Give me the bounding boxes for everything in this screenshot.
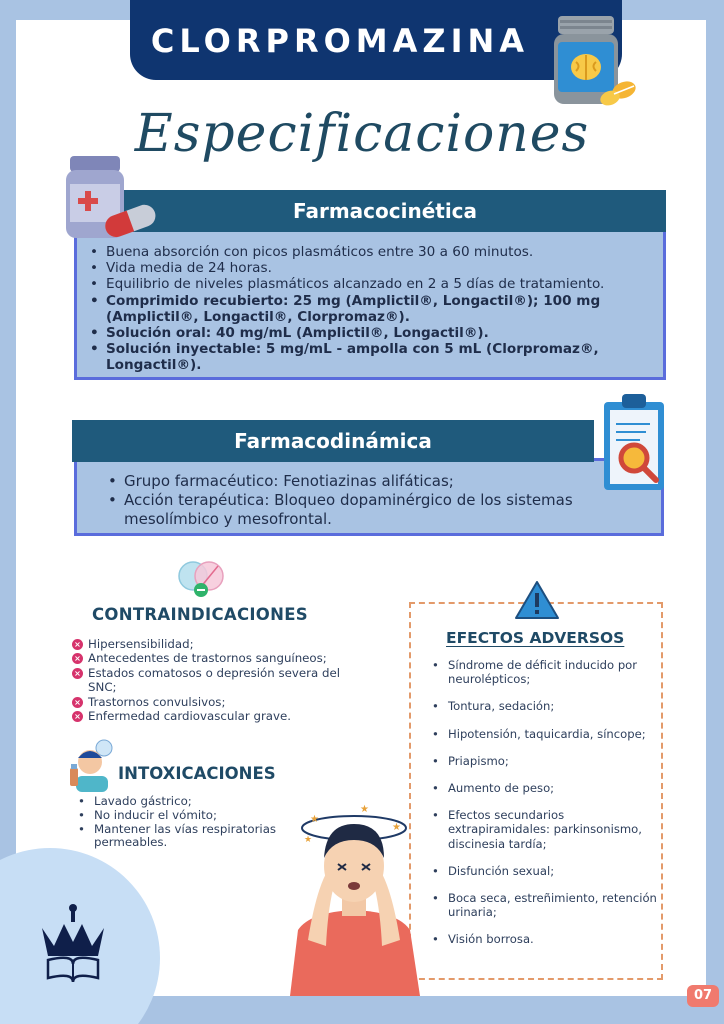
list-item: • Solución oral: 40 mg/mL (Amplictil®, Longactil®). bbox=[86, 325, 658, 341]
list-item: • No inducir el vómito; bbox=[74, 809, 314, 823]
list-item: • Visión borrosa. bbox=[428, 932, 658, 946]
interaction-circles-icon bbox=[176, 560, 228, 600]
list-item: • Efectos secundarios extrapiramidales: parkinsonismo, discinesia tardía; bbox=[428, 808, 658, 851]
section-heading-especificaciones: Especificaciones bbox=[134, 104, 590, 164]
medicine-bottle-icon bbox=[60, 154, 164, 242]
intoxications-title: INTOXICACIONES bbox=[118, 764, 276, 783]
contraindications-list bbox=[72, 637, 352, 723]
list-item: • Boca seca, estreñimiento, retención urinaria; bbox=[428, 891, 658, 919]
pharmacokinetics-title: Farmacocinética bbox=[104, 190, 666, 232]
x-mark-icon: × bbox=[72, 653, 83, 664]
page-number-badge: 07 bbox=[687, 985, 719, 1007]
warning-triangle-icon bbox=[514, 580, 560, 620]
pill-bottle-brain-icon bbox=[550, 14, 642, 108]
list-item: × Estados comatosos o depresión severa del SNC; bbox=[72, 666, 352, 695]
x-mark-icon: × bbox=[72, 697, 83, 708]
list-item: • Síndrome de déficit inducido por neurolépticos; bbox=[428, 658, 658, 686]
x-mark-icon: × bbox=[72, 639, 83, 650]
pharmacodynamics-list bbox=[104, 472, 624, 529]
svg-text:★: ★ bbox=[360, 804, 369, 815]
list-item: × Enfermedad cardiovascular grave. bbox=[72, 709, 352, 723]
list-item: × Hipersensibilidad; bbox=[72, 637, 352, 651]
sick-patient-icon bbox=[66, 738, 118, 792]
list-item: • Priapismo; bbox=[428, 754, 658, 768]
crown-book-logo bbox=[34, 898, 112, 986]
dizzy-person-illustration bbox=[280, 800, 428, 996]
list-item: • Mantener las vías respiratorias permeables. bbox=[74, 823, 314, 851]
svg-text:★: ★ bbox=[392, 822, 401, 833]
list-item: • Tontura, sedación; bbox=[428, 699, 658, 713]
list-item: • Solución inyectable: 5 mg/mL - ampolla con 5 mL (Clorpromaz®, Longactil®). bbox=[86, 341, 658, 373]
contraindications-title: CONTRAINDICACIONES bbox=[92, 605, 308, 624]
pharmacokinetics-list bbox=[86, 244, 658, 374]
pharmacodynamics-title: Farmacodinámica bbox=[72, 420, 594, 462]
list-item: • Aumento de peso; bbox=[428, 781, 658, 795]
x-mark-icon: × bbox=[72, 711, 83, 722]
intoxications-list bbox=[74, 795, 314, 850]
svg-text:★: ★ bbox=[310, 814, 319, 825]
adverse-effects-list bbox=[428, 658, 658, 960]
list-item: • Acción terapéutica: Bloqueo dopaminérgico de los sistemas mesolímbico y mesofrontal. bbox=[104, 491, 624, 529]
x-mark-icon: × bbox=[72, 668, 83, 679]
page-title: CLORPROMAZINA bbox=[150, 22, 530, 60]
list-item: • Equilibrio de niveles plasmáticos alcanzado en 2 a 5 días de tratamiento. bbox=[86, 276, 658, 292]
list-item: • Grupo farmacéutico: Fenotiazinas alifáticas; bbox=[104, 472, 624, 491]
list-item: × Antecedentes de trastornos sanguíneos; bbox=[72, 651, 352, 665]
list-item: • Buena absorción con picos plasmáticos entre 30 a 60 minutos. bbox=[86, 244, 658, 260]
list-item: • Vida media de 24 horas. bbox=[86, 260, 658, 276]
list-item: • Disfunción sexual; bbox=[428, 864, 658, 878]
list-item: × Trastornos convulsivos; bbox=[72, 695, 352, 709]
list-item: • Comprimido recubierto: 25 mg (Amplictil®, Longactil®); 100 mg (Amplictil®, Longactil®, Clorpromaz®). bbox=[86, 293, 658, 325]
list-item: • Hipotensión, taquicardia, síncope; bbox=[428, 727, 658, 741]
list-item: • Lavado gástrico; bbox=[74, 795, 314, 809]
adverse-effects-title: EFECTOS ADVERSOS bbox=[446, 629, 625, 647]
svg-text:★: ★ bbox=[304, 835, 313, 845]
